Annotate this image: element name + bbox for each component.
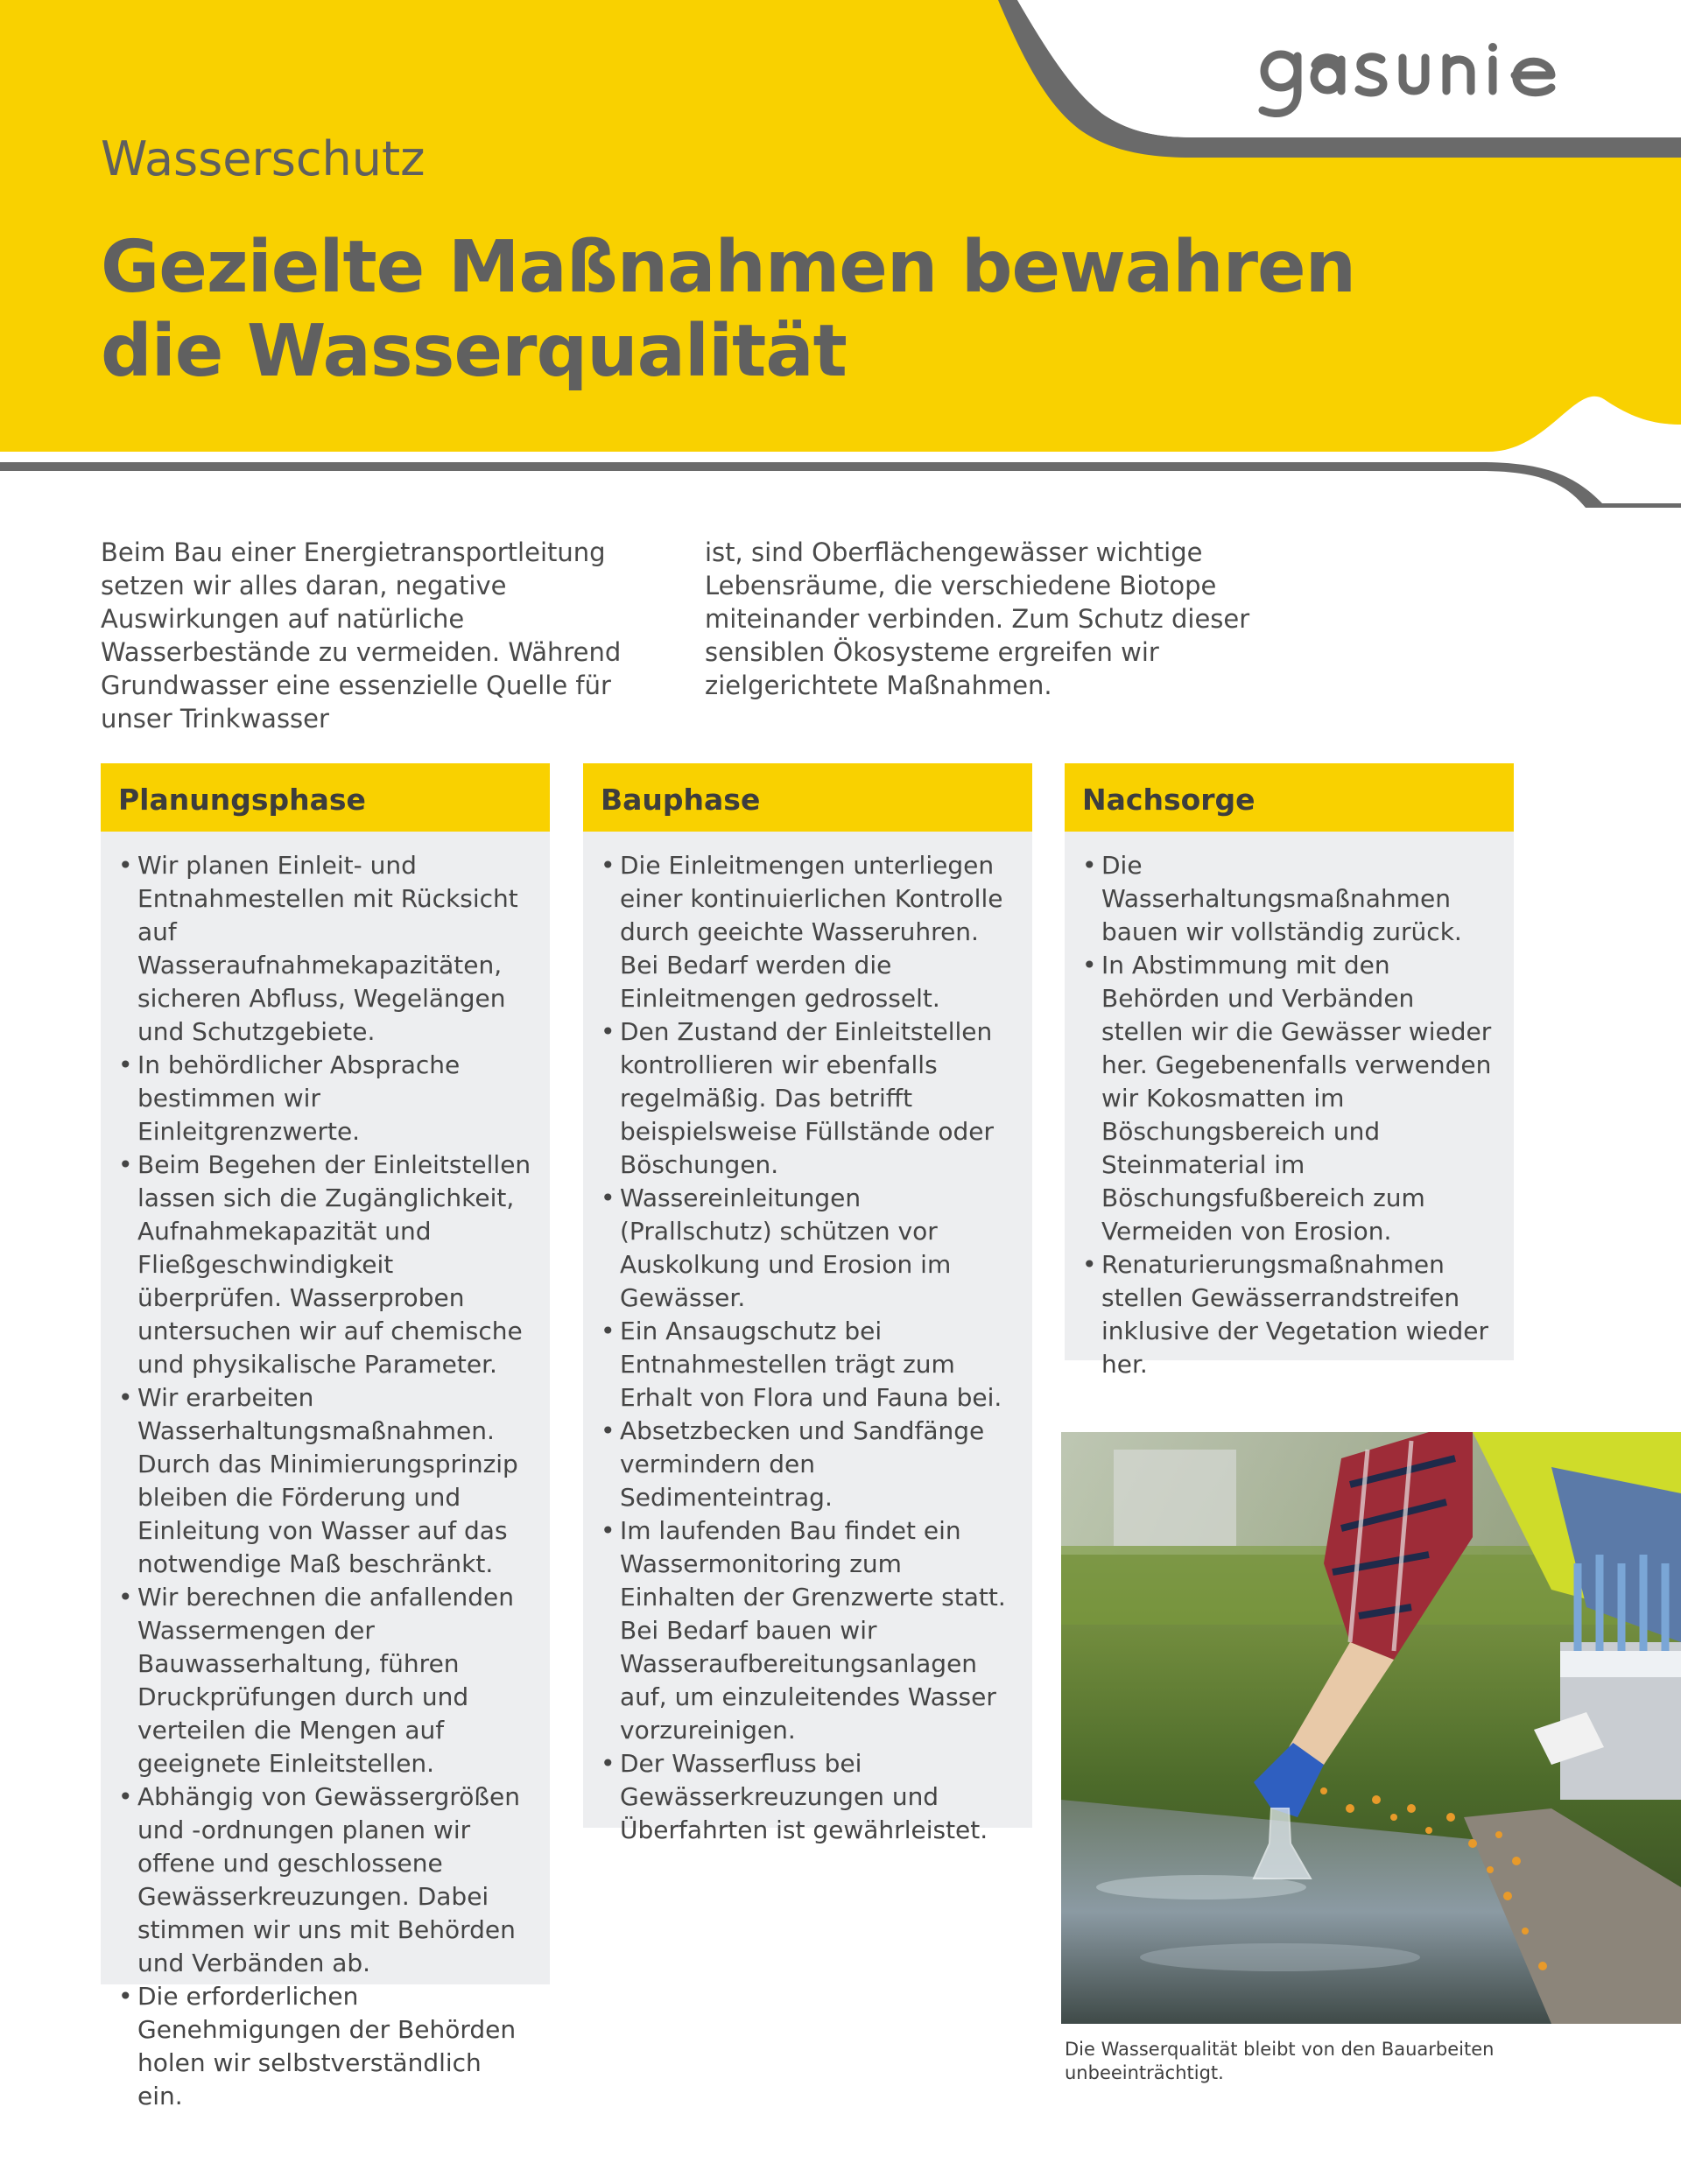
list-item: • Die erforderlichen Genehmigungen der Behörden holen wir selbstverständlich ein. — [118, 1980, 534, 2113]
column-body — [583, 832, 1032, 1844]
gasunie-logo — [1252, 30, 1585, 126]
list-item: • Wir erarbeiten Wasserhaltungsmaßnahmen. Durch das Minimierungsprinzip bleiben die Förderung und Einleitung von Wasser auf das notwendige Maß beschränkt. — [118, 1381, 534, 1581]
page-title — [101, 226, 1414, 394]
column-heading: Nachsorge — [1065, 763, 1514, 832]
title-line-1: Gezielte Maßnahmen bewahren — [101, 226, 1356, 309]
bullet-list — [601, 849, 1016, 1847]
list-item: • In Abstimmung mit den Behörden und Verbänden stellen wir die Gewässer wieder her. Gegebenenfalls verwenden wir Kokosmatten im Böschungsbereich und Steinmaterial im Böschungsfußbereich zum Vermeiden von Erosion. — [1082, 949, 1498, 1248]
list-item: • Absetzbecken und Sandfänge vermindern den Sedimenteintrag. — [601, 1415, 1016, 1514]
list-item: • Der Wasserfluss bei Gewässerkreuzungen und Überfahrten ist gewährleistet. — [601, 1747, 1016, 1847]
column-nachsorge — [1065, 763, 1514, 1379]
column-planungsphase — [101, 763, 550, 2110]
list-item: • Die Einleitmengen unterliegen einer kontinuierlichen Kontrolle durch geeichte Wasseruhren. Bei Bedarf werden die Einleitmengen gedrosselt. — [601, 849, 1016, 1015]
intro-text-right: ist, sind Oberflächengewässer wichtige Lebensräume, die verschiedene Biotope miteinander verbinden. Zum Schutz dieser sensiblen Ökosysteme ergreifen wir zielgerichtete Maßnahmen. — [705, 537, 1250, 700]
list-item: • Wir berechnen die anfallenden Wassermengen der Bauwasserhaltung, führen Druckprüfungen durch und verteilen die Mengen auf geeignete Einleitstellen. — [118, 1581, 534, 1780]
column-bauphase — [583, 763, 1032, 1844]
photo-caption: Die Wasserqualität bleibt von den Bauarbeiten unbeeinträchtigt. — [1065, 2039, 1495, 2083]
intro-text-left: Beim Bau einer Energietransportleitung setzen wir alles daran, negative Auswirkungen auf natürliche Wasserbestände zu vermeiden. Während Grundwasser eine essenzielle Quelle für unser Trinkwasser — [101, 537, 622, 734]
list-item: • Ein Ansaugschutz bei Entnahmestellen trägt zum Erhalt von Flora und Fauna bei. — [601, 1315, 1016, 1415]
bullet-list — [118, 849, 534, 2113]
list-item: • Im laufenden Bau findet ein Wassermonitoring zum Einhalten der Grenzwerte statt. Bei Bedarf bauen wir Wasseraufbereitungsanlagen auf, um einzuleitendes Wasser vorzureinigen. — [601, 1514, 1016, 1747]
list-item: • Renaturierungsmaßnahmen stellen Gewässerrandstreifen inklusive der Vegetation wieder her. — [1082, 1248, 1498, 1381]
list-item: • In behördlicher Absprache bestimmen wir Einleitgrenzwerte. — [118, 1049, 534, 1148]
list-item: • Den Zustand der Einleitstellen kontrollieren wir ebenfalls regelmäßig. Das betrifft beispielsweise Füllstände oder Böschungen. — [601, 1015, 1016, 1182]
column-body — [1065, 832, 1514, 1379]
list-item: • Abhängig von Gewässergrößen und -ordnungen planen wir offene und geschlossene Gewässerkreuzungen. Dabei stimmen wir uns mit Behörden und Verbänden ab. — [118, 1780, 534, 1980]
list-item: • Beim Begehen der Einleitstellen lassen sich die Zugänglichkeit, Aufnahmekapazität und Fließgeschwindigkeit überprüfen. Wasserproben untersuchen wir auf chemische und physikalische Parameter. — [118, 1148, 534, 1381]
list-item: • Wir planen Einleit- und Entnahmestellen mit Rücksicht auf Wasseraufnahmekapazitäten, sicheren Abfluss, Wegelängen und Schutzgebiete. — [118, 849, 534, 1049]
column-heading: Planungsphase — [101, 763, 550, 832]
list-item: • Wassereinleitungen (Prallschutz) schützen vor Auskolkung und Erosion im Gewässer. — [601, 1182, 1016, 1315]
column-body — [101, 832, 550, 2110]
title-line-2: die Wasserqualität — [101, 310, 847, 393]
list-item: • Die Wasserhaltungsmaßnahmen bauen wir vollständig zurück. — [1082, 849, 1498, 949]
section-kicker: Wasserschutz — [101, 131, 426, 186]
water-sampling-photo — [1061, 1432, 1681, 2024]
column-heading: Bauphase — [583, 763, 1032, 832]
bullet-list — [1082, 849, 1498, 1381]
